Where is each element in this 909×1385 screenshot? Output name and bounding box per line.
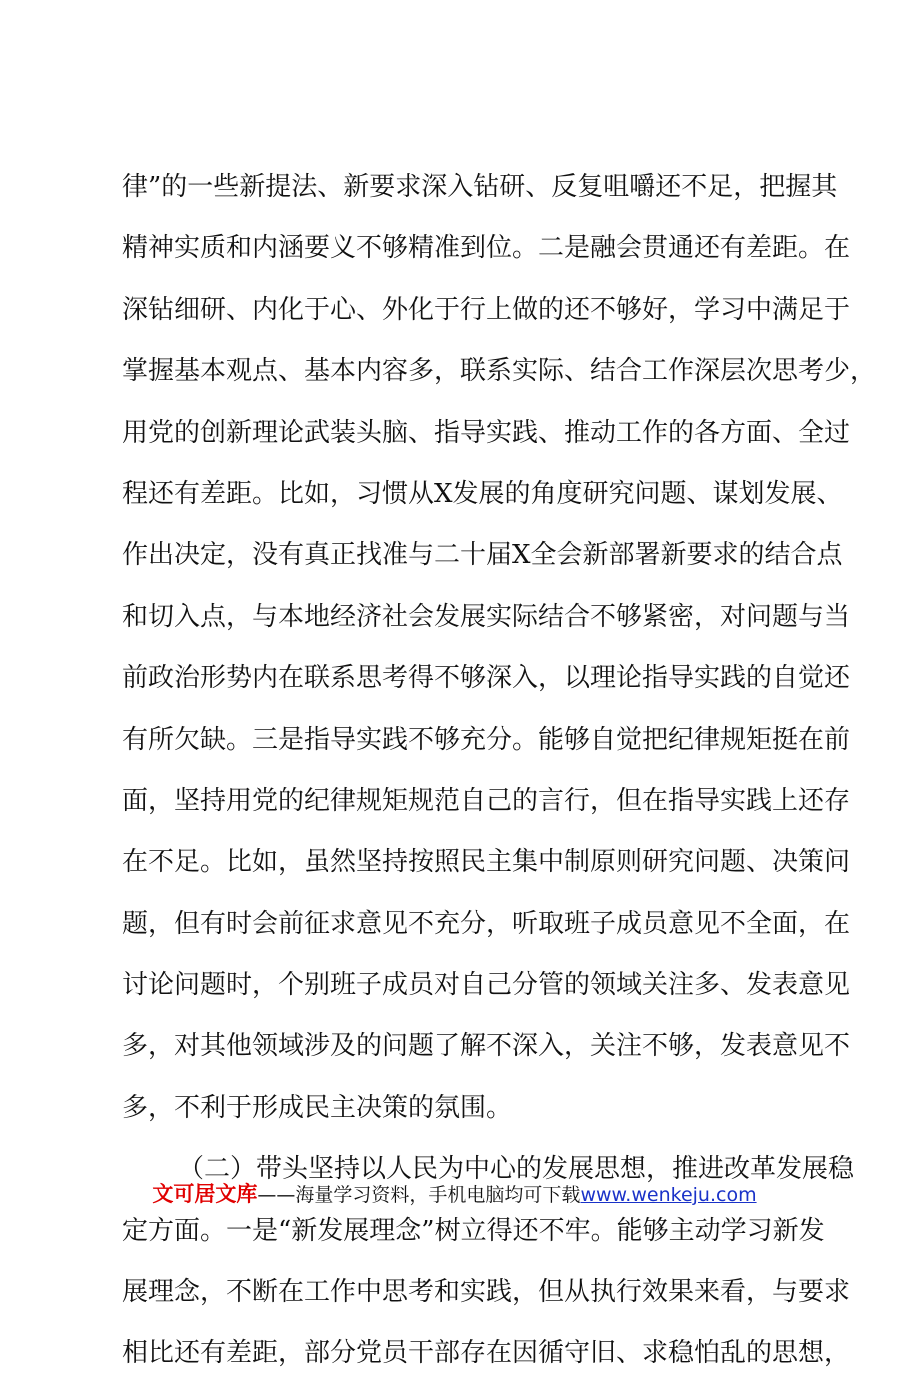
text-line: 掌握基本观点、基本内容多，联系实际、结合工作深层次思考少， — [122, 356, 877, 387]
text-line: 前政治形势内在联系思考得不够深入，以理论指导实践的自觉还 — [122, 663, 851, 694]
text-line: 程还有差距。比如，习惯从X发展的角度研究问题、谋划发展、 — [122, 478, 843, 509]
footer-slogan: ——海量学习资料，手机电脑均可下载 — [257, 1184, 581, 1206]
text-line: 作出决定，没有真正找准与二十届X全会新部署新要求的结合点 — [122, 540, 843, 571]
text-line: 律”的一些新提法、新要求深入钻研、反复咀嚼还不足，把握其 — [122, 172, 838, 202]
text-line: 相比还有差距，部分党员干部存在因循守旧、求稳怕乱的思想， — [122, 1338, 851, 1369]
text-line: 有所欠缺。三是指导实践不够充分。能够自觉把纪律规矩挺在前 — [122, 724, 851, 755]
text-line: 定方面。一是“新发展理念”树立得还不牢。能够主动学习新发 — [122, 1215, 825, 1246]
text-line: 深钻细研、内化于心、外化于行上做的还不够好，学习中满足于 — [122, 294, 851, 325]
text-line: 在不足。比如，虽然坚持按照民主集中制原则研究问题、决策问 — [122, 847, 851, 878]
text-line: 展理念，不断在工作中思考和实践，但从执行效果来看，与要求 — [122, 1277, 851, 1308]
paragraph-end-line: 多，不利于形成民主决策的氛围。 — [122, 1092, 513, 1123]
text-line: 精神实质和内涵要义不够精准到位。二是融会贯通还有差距。在 — [122, 233, 851, 264]
text-line: 和切入点，与本地经济社会发展实际结合不够紧密，对问题与当 — [122, 601, 851, 632]
text-line: 讨论问题时，个别班子成员对自己分管的领域关注多、发表意见 — [122, 970, 851, 1001]
section-heading-line: （二）带头坚持以人民为中心的发展思想，推进改革发展稳 — [178, 1154, 855, 1185]
text-line: 用党的创新理论武装头脑、指导实践、推动工作的各方面、全过 — [122, 417, 851, 448]
footer-link[interactable]: www.wenkeju.com — [580, 1184, 757, 1206]
text-line: 面，坚持用党的纪律规矩规范自己的言行，但在指导实践上还存 — [122, 785, 851, 816]
page-footer — [0, 1178, 909, 1208]
text-line: 多，对其他领域涉及的问题了解不深入，关注不够，发表意见不 — [122, 1031, 851, 1062]
footer-brand: 文可居文库 — [152, 1182, 258, 1206]
text-line: 题，但有时会前征求意见不充分，听取班子成员意见不全面，在 — [122, 908, 851, 939]
